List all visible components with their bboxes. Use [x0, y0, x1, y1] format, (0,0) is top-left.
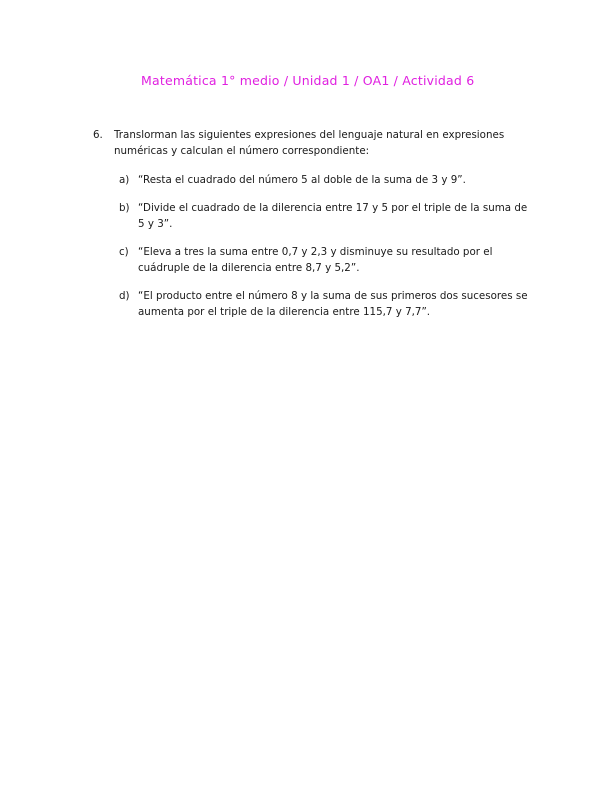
item-text-line: “El producto entre el número 8 y la suma de sus primeros dos sucesores se: [138, 290, 528, 302]
item-letter: b): [119, 202, 130, 214]
item-text: [138, 200, 539, 232]
question-number: 6.: [93, 129, 103, 141]
list-item-b: [119, 200, 539, 232]
item-text-line: “Divide el cuadrado de la dilerencia entre 17 y 5 por el triple de la suma de: [138, 202, 528, 214]
page-header-title: Matemática 1° medio / Unidad 1 / OA1 / Actividad 6: [141, 73, 475, 88]
item-text-line: 5 y 3”.: [138, 218, 173, 230]
item-text-line: “Eleva a tres la suma entre 0,7 y 2,3 y disminuye su resultado por el: [138, 246, 493, 258]
item-text: [138, 288, 539, 320]
list-item-d: [119, 288, 539, 320]
item-text: [138, 244, 539, 276]
item-text-line: cuádruple de la dilerencia entre 8,7 y 5,2”.: [138, 262, 360, 274]
question-statement-line: Translorman las siguientes expresiones del lenguaje natural en expresiones: [114, 129, 505, 141]
list-item-a: [119, 172, 539, 188]
item-letter: a): [119, 174, 130, 186]
question-statement: [114, 127, 533, 159]
question-6: [93, 127, 533, 159]
question-items-list: [119, 172, 539, 332]
item-letter: c): [119, 246, 129, 258]
question-statement-line: numéricas y calculan el número correspondiente:: [114, 145, 370, 157]
list-item-c: [119, 244, 539, 276]
item-text: [138, 172, 539, 188]
item-letter: d): [119, 290, 130, 302]
item-text-line: “Resta el cuadrado del número 5 al doble de la suma de 3 y 9”.: [138, 174, 466, 186]
item-text-line: aumenta por el triple de la dilerencia entre 115,7 y 7,7”.: [138, 306, 431, 318]
